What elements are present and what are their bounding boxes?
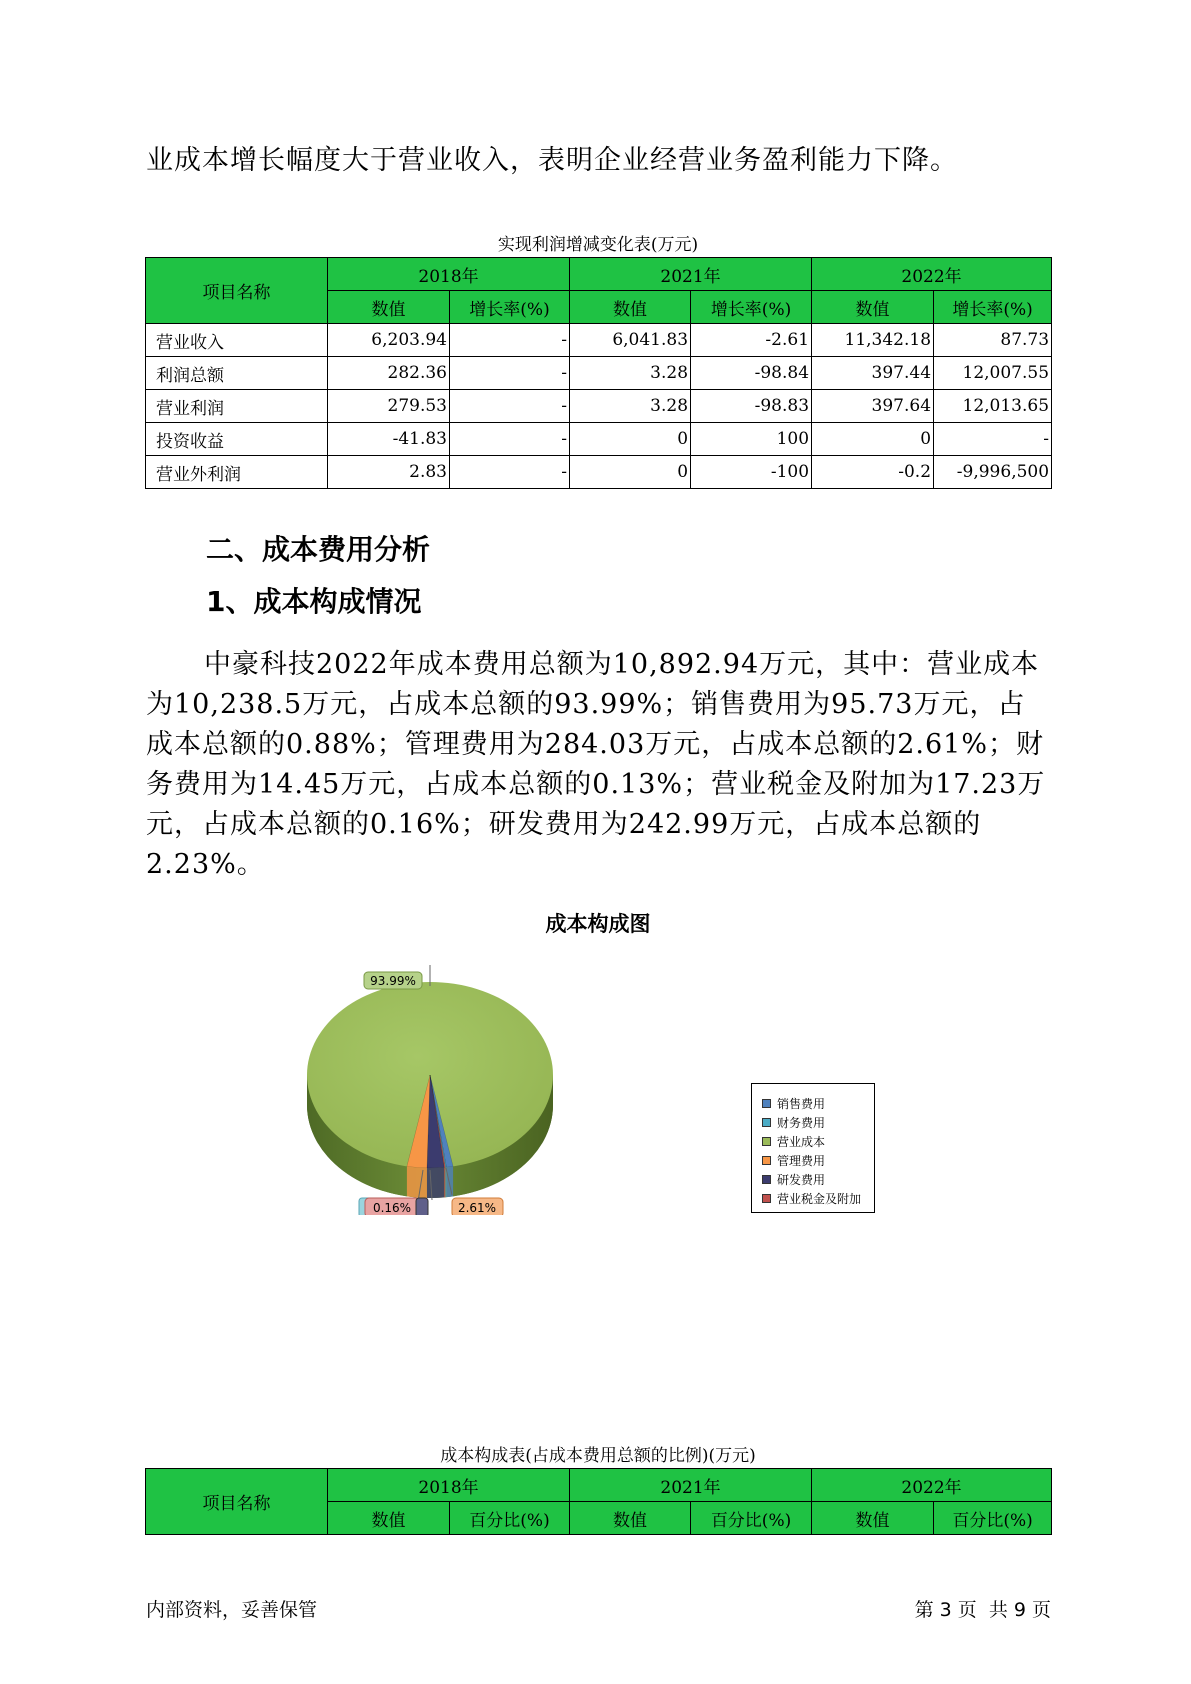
legend-label: 管理费用 xyxy=(777,1154,826,1168)
profit-table-sub-header: 增长率(%) xyxy=(691,291,812,324)
profit-table-sub-header: 增长率(%) xyxy=(934,291,1052,324)
legend-item xyxy=(762,1132,874,1151)
table-cell: -100 xyxy=(691,456,812,489)
cost-table-year-header: 2021年 xyxy=(570,1469,812,1502)
data-label-93-99 xyxy=(364,972,422,989)
table-cell: 87.73 xyxy=(934,324,1052,357)
table-row xyxy=(146,456,1052,489)
legend-label: 营业成本 xyxy=(777,1135,826,1149)
table-cell: 2.83 xyxy=(328,456,450,489)
table-cell: - xyxy=(450,357,570,390)
table-row xyxy=(146,390,1052,423)
profit-table-year-header: 2018年 xyxy=(328,258,570,291)
cost-table-year-header: 2018年 xyxy=(328,1469,570,1502)
pie-slice-side xyxy=(444,1167,445,1197)
legend-swatch xyxy=(762,1118,771,1127)
table-cell: -98.83 xyxy=(691,390,812,423)
table-cell: 6,041.83 xyxy=(570,324,691,357)
row-name: 营业收入 xyxy=(146,324,328,357)
svg-text:0.16%: 0.16% xyxy=(372,1201,412,1215)
cost-table-year-header: 2022年 xyxy=(812,1469,1052,1502)
row-name: 投资收益 xyxy=(146,423,328,456)
table-cell: 100 xyxy=(691,423,812,456)
table-cell: - xyxy=(450,324,570,357)
legend-item xyxy=(762,1170,874,1189)
profit-table-sub-header: 数值 xyxy=(328,291,450,324)
cost-table-caption: 成本构成表(占成本费用总额的比例)(万元) xyxy=(440,1446,756,1466)
table-cell: -2.61 xyxy=(691,324,812,357)
pie-slice-side xyxy=(407,1166,427,1198)
cost-table-sub-header: 数值 xyxy=(812,1502,934,1535)
table-cell: 12,007.55 xyxy=(934,357,1052,390)
profit-table-sub-header: 增长率(%) xyxy=(450,291,570,324)
footer-left: 内部资料，妥善保管 xyxy=(146,1599,318,1621)
pie-slice-side xyxy=(445,1167,446,1197)
profit-table-sub-header: 数值 xyxy=(812,291,934,324)
table-cell: - xyxy=(934,423,1052,456)
table-cell: 282.36 xyxy=(328,357,450,390)
pie-slice-side xyxy=(446,1166,453,1197)
profit-table-name-header: 项目名称 xyxy=(146,258,328,324)
intro-paragraph: 业成本增长幅度大于营业收入，表明企业经营业务盈利能力下降。 xyxy=(146,145,958,176)
table-cell: 6,203.94 xyxy=(328,324,450,357)
table-row xyxy=(146,324,1052,357)
cost-table-name-header: 项目名称 xyxy=(146,1469,328,1535)
table-cell: - xyxy=(450,423,570,456)
legend-swatch xyxy=(762,1099,771,1108)
table-cell: 11,342.18 xyxy=(812,324,934,357)
cost-table-sub-header: 百分比(%) xyxy=(691,1502,812,1535)
row-name: 利润总额 xyxy=(146,357,328,390)
table-cell: 3.28 xyxy=(570,390,691,423)
table-cell: 397.64 xyxy=(812,390,934,423)
data-label-small-slices xyxy=(359,1198,428,1215)
pie-chart xyxy=(290,955,580,1215)
legend-swatch xyxy=(762,1156,771,1165)
chart-title: 成本构成图 xyxy=(545,912,651,936)
profit-table xyxy=(145,257,1052,489)
table-cell: 397.44 xyxy=(812,357,934,390)
data-label-2-61 xyxy=(452,1198,503,1215)
legend-item xyxy=(762,1189,874,1208)
row-name: 营业外利润 xyxy=(146,456,328,489)
sub-heading: 1、成本构成情况 xyxy=(206,585,422,618)
cost-table-sub-header: 数值 xyxy=(328,1502,450,1535)
profit-table-caption: 实现利润增减变化表(万元) xyxy=(497,235,699,255)
table-cell: -9,996,500 xyxy=(934,456,1052,489)
legend-label: 销售费用 xyxy=(777,1097,826,1111)
table-cell: -0.2 xyxy=(812,456,934,489)
table-cell: - xyxy=(450,456,570,489)
table-cell: - xyxy=(450,390,570,423)
table-row xyxy=(146,357,1052,390)
table-cell: 3.28 xyxy=(570,357,691,390)
cost-table-sub-header: 百分比(%) xyxy=(934,1502,1052,1535)
cost-table-sub-header: 数值 xyxy=(570,1502,691,1535)
legend-item xyxy=(762,1094,874,1113)
profit-table-year-header: 2022年 xyxy=(812,258,1052,291)
legend-label: 财务费用 xyxy=(777,1116,826,1130)
legend-label: 研发费用 xyxy=(777,1173,826,1187)
legend-swatch xyxy=(762,1137,771,1146)
legend-item xyxy=(762,1151,874,1170)
table-cell: 12,013.65 xyxy=(934,390,1052,423)
legend-swatch xyxy=(762,1194,771,1203)
legend-item xyxy=(762,1113,874,1132)
footer-page-number: 第 3 页 共 9 页 xyxy=(914,1599,1051,1621)
legend-swatch xyxy=(762,1175,771,1184)
legend-label: 营业税金及附加 xyxy=(777,1192,862,1206)
chart-legend xyxy=(751,1083,875,1213)
table-cell: -41.83 xyxy=(328,423,450,456)
profit-table-sub-header: 数值 xyxy=(570,291,691,324)
profit-table-year-header: 2021年 xyxy=(570,258,812,291)
pie-slice-side xyxy=(427,1167,444,1198)
row-name: 营业利润 xyxy=(146,390,328,423)
cost-paragraph: 中豪科技2022年成本费用总额为10,892.94万元，其中：营业成本为10,238.5万元，占成本总额的93.99%；销售费用为95.73万元，占成本总额的0.88%；管理费用为284.03万元，占成本总额的2.61%；财务费用为14.45万元，占成本总额的0.13%；营业税金及附加为17.23万元，占成本总额的0.16%；研发费用为242.99万元，占成本总额的2.23%。 xyxy=(146,649,1046,880)
table-cell: 279.53 xyxy=(328,390,450,423)
cost-table xyxy=(145,1468,1052,1535)
section-heading: 二、成本费用分析 xyxy=(206,533,431,566)
table-cell: 0 xyxy=(570,456,691,489)
table-cell: -98.84 xyxy=(691,357,812,390)
table-cell: 0 xyxy=(812,423,934,456)
table-row xyxy=(146,423,1052,456)
cost-table-sub-header: 百分比(%) xyxy=(450,1502,570,1535)
table-cell: 0 xyxy=(570,423,691,456)
svg-text:93.99%: 93.99% xyxy=(370,974,416,988)
svg-text:2.61%: 2.61% xyxy=(457,1201,497,1215)
